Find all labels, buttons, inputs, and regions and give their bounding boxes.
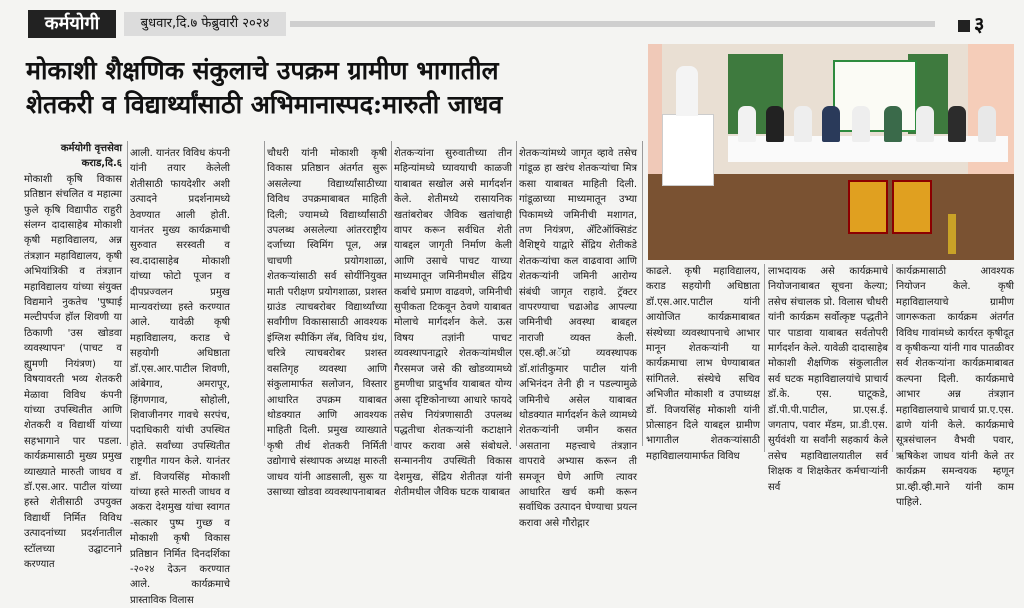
column-text: शेतकऱ्यांमध्ये जागृत व्हावे तसेच गांडूळ हा खरंच शेतकऱ्यांचा मित्र कसा याबाबत माहिती दिली. गांडूळाच्या माध्यमातून उभ्या पिकामध्ये जमिनीची मशागत, तण नियंत्रण, ॲटिऑक्सिडंट वैशिष्ट्ये याद्वारे सेंद्रिय शेतीकडे शेतकऱ्यांचा कल वाढवावा आणि शेतकऱ्यांनी जमिनी आरोग्य संबंधी जागृत राहावे. ट्रॅक्टर वापरण्याचा चढाओढ आपल्या जमिनीची अवस्था बाबद्दल नाराजी व्यक्त केली. एस.व्ही.अॅग्रो व्यवस्थापक डॉ.शांतीकुमार पाटील यांनी अभिनंदन तेनी ही न पडल्यामुळे जमिनीचे असेल याबाबत थोडक्यात मार्गदर्शन केले व्यामध्ये शेतकऱ्यांनी जमीन कसत असताना महत्त्वाचे तंत्रज्ञान वापरावे अभ्यास करून ती समजून घेणे आणि त्यावर आधारित खर्च कमी करून सर्वाधिक उत्पादन घेण्याचा प्रयत्न करावा असे गौरोद्गार	[519, 148, 637, 529]
event-photo	[648, 44, 1014, 260]
photo-stage	[648, 174, 1014, 260]
dateline: बुधवार,दि.७ फेब्रुवारी २०२४	[124, 12, 286, 36]
column-divider	[516, 141, 517, 446]
headline-line-2: शेतकरी व विद्यार्थ्यांसाठी अभिमानास्पद:मारुती जाधव	[26, 90, 503, 119]
page-number-text: ३	[974, 12, 985, 36]
photo-person	[916, 106, 934, 142]
headline-line-1: मोकाशी शैक्षणिक संकुलाचे उपक्रम ग्रामीण भागातील	[26, 56, 499, 85]
column-text: कार्यक्रमासाठी आवश्यक नियोजन केले. कृषी महाविद्यालयाचे ग्रामीण जागरूकता कार्यक्रम अंतर्गत विविध गावांमध्ये कार्यरत कृषीदूत व कृषीकन्या यांनी गाव पातळीवर सर्व शेतकऱ्यांना कार्यक्रमाबाबत कल्पना दिली. कार्यक्रमाचे आभार अन्न तंत्रज्ञान महाविद्यालयाचे प्राचार्य प्रा.ए.एस. ढाणे यांनी केले. कार्यक्रमाचे सूत्रसंचालन वैभवी पवार, ऋषिकेश जाधव यांनी केले तर कार्यक्रम समन्वयक म्हणून प्रा.व्ही.व्ही.माने यांनी काम पाहिले.	[896, 266, 1014, 509]
article-column-1	[24, 141, 122, 570]
column-text: मोकाशी कृषि विकास प्रतिष्ठान संचलित व महात्मा फुले कृषि विद्यापीठ राहुरी संलग्न दादासाहेब मोकाशी कृषी महाविद्यालय, अन्न तंत्रज्ञान महाविद्यालय, कृषी अभियांत्रिकी व तंत्रज्ञान महाविद्यालय यांच्या संयुक्त विद्यमाने नुकतेच 'पुष्पाई मल्टीपर्पज हॉल शिवणी या ठिकाणी 'उस खोडवा व्यवस्थापन' (पाचट व ह्युमणी नियंत्रण) या विषयावरती भव्य शेतकरी मेळावा विविध कंपनी यांच्या उपस्थितीत आणि शेतकरी व विद्यार्थी यांच्या सहभागाने पार पडला. कार्यक्रमासाठी मुख्य प्रमुख व्याख्याते मारुती जाधव व डॉ.एस.आर. पाटील यांच्या हस्ते शेतीसाठी उपयुक्त विद्यार्थी निर्मित विविध उत्पादनांच्या प्रदर्शनातील स्टॉलच्या उद्घाटनाने करण्यात	[24, 173, 122, 570]
newspaper-logo: कर्मयोगी	[28, 10, 116, 38]
article-column-6	[646, 264, 760, 462]
article-headline	[26, 54, 626, 122]
photo-person	[948, 106, 966, 142]
photo-person	[852, 106, 870, 142]
column-text: लाभदायक असे कार्यक्रमाचे नियोजनाबाबत सूचना केल्या; तसेच संचालक प्रो. विलास चौधरी यांनी कार्यक्रम सर्वोत्कृष्ट पद्धतीने पार पाडावा याबाबत सर्वतोपरी मार्गदर्शन केले. यावेळी दादासाहेब मोकाशी शैक्षणिक संकुलातील सर्व घटक महाविद्यालयांचे प्राचार्य डॉ.के. एस. घाटूकडे, डॉ.पी.पी.पाटील, प्रा.एस.ई. जगताप, पवार मॅडम, प्रा.डी.एस. सुर्यवंशी या सर्वांनी सहकार्य केले तसेच महाविद्यालयातील सर्व शिक्षक व शिक्षकेतर कर्मचाऱ्यांनी सर्व	[768, 266, 888, 493]
article-column-3	[267, 146, 387, 498]
photo-person	[766, 106, 784, 142]
photo-speaker	[676, 66, 698, 116]
photo-curtain	[648, 44, 662, 174]
column-text: चौधरी यांनी मोकाशी कृषी विकास प्रतिष्ठान अंतर्गत सुरू असलेल्या विद्यार्थ्यांसाठीच्या विविध उपक्रमाबाबत माहिती दिली; ज्यामध्ये विद्यार्थ्यांसाठी उपलब्ध असलेल्या आंतरराष्ट्रीय दर्जाच्या स्विमिंग पूल, अन्न चाचणी प्रयोगशाळा, शेतकऱ्यांसाठी सर्व सोयींनियुक्त माती परीक्षण प्रयोगशाळा, प्रशस्त ग्राउंड त्याचबरोबर विद्यार्थ्यांच्या सर्वांगीण विकासासाठी आवश्यक इंग्लिश स्पीकिंग लॅब, विविध ग्रंथ, चरित्रे त्याचबरोबर प्रशस्त वसतिगृह व्यवस्था आणि संकुलामार्फत सलोजन, विस्तार आधारित उपक्रम याबाबत थोडक्यात आणि आवश्यक माहिती दिली. प्रमुख व्याख्याते कृषी तीर्थ शेतकरी निर्मिती उद्योगाचे संस्थापक अध्यक्ष मारुती जाधव यांनी आडसाली, सुरू या उसाच्या खोडवा व्यवस्थापनाबाबत	[267, 148, 387, 498]
masthead-rule	[290, 21, 935, 27]
masthead	[0, 0, 1024, 42]
photo-person	[822, 106, 840, 142]
column-divider	[264, 141, 265, 446]
photo-lamp	[948, 214, 956, 254]
photo-portrait-frame	[848, 180, 888, 234]
photo-person	[978, 106, 996, 142]
column-divider	[764, 264, 765, 452]
article-column-8	[896, 264, 1014, 509]
column-text: आली. यानंतर विविध कंपनी यांनी तयार केलेली शेतीसाठी फायदेशीर अशी उत्पादने प्रदर्शनामध्ये ठेवण्यात आली होती. यानंतर मुख्य कार्यक्रमाची सुरुवात सरस्वती व स्व.दादासाहेब मोकाशी यांच्या फोटो पूजन व दीपप्रज्वलन प्रमुख मान्यवरांच्या हस्ते करण्यात आले. यावेळी कृषी महाविद्यालय, कराड चे सहयोगी अधिष्ठाता डॉ.एस.आर.पाटील शिवणी, आंबेगाव, अमरापूर, हिंगणगाव, सोहोली, शिवाजीनगर गावचे सरपंच, पदाधिकारी यांची उपस्थित होते. सर्वांच्या उपस्थितीत राष्ट्रगीत गायन केले. यानंतर डॉ. विजयसिंह मोकाशी यांच्या हस्ते मारुती जाधव व अकरा देशमुख यांचा स्वागत -सत्कार पुष्प गुच्छ व मोकाशी कृषी विकास प्रतिष्ठान निर्मित दिनदर्शिका -२०२४ देऊन करण्यात आले. कार्यक्रमाचे प्रास्ताविक विलास	[130, 148, 230, 606]
photo-portrait-frame	[892, 180, 932, 234]
square-icon	[958, 20, 970, 32]
article-column-2	[130, 146, 230, 606]
column-divider	[391, 141, 392, 446]
article-column-5	[519, 146, 637, 529]
column-text: काढले. कृषी महाविद्यालय, कराड सहयोगी अधिष्ठाता डॉ.एस.आर.पाटील यांनी आयोजित कार्यक्रमाबाबत संस्थेच्या व्यवस्थापनाचे आभार मानून शेतकऱ्यांनी या कार्यक्रमाचा लाभ घेण्याबाबत सांगितले. संस्थेचे सचिव अभिजीत मोकाशी व उपाध्यक्ष डॉ. विजयसिंह मोकाशी यांनी प्रोत्साहन दिले याबद्दल ग्रामीण भागातील शेतकऱ्यांसाठी महाविद्यालयामार्फत विविध	[646, 266, 760, 462]
column-divider	[642, 141, 643, 446]
photo-podium	[662, 114, 714, 186]
column-divider	[892, 264, 893, 452]
photo-person	[738, 106, 756, 142]
column-divider	[127, 141, 128, 446]
byline: कर्मयोगी वृत्तसेवा	[60, 143, 122, 154]
photo-banner	[833, 60, 917, 132]
dateline-place: कराड,दि.६	[81, 158, 122, 170]
page-number	[958, 10, 984, 37]
column-text: शेतकऱ्यांना सुरुवातीच्या तीन महिन्यांमध्ये घ्यावयाची काळजी याबाबत सखोल असे मार्गदर्शन केले. शेतीमध्ये रासायनिक खतांबरोबर जैविक खतांचाही वापर करून सर्वधित शेती याबद्दल जागृती निर्माण केली आणि उसाचे पाचट याच्या माध्यमातून जमिनीमधील सेंद्रिय कर्बाचे प्रमाण वाढवणे, जमिनीची सुपीकता टिकवून ठेवणे याबाबत मोलाचे मार्गदर्शन केले. ऊस विषय तज्ञांनी पाचट व्यवस्थापनाद्वारे शेतकऱ्यांमधील गैरसमज जसे की खोडव्यामध्ये हुमणीचा प्रादुर्भाव याबाबत योग्य असा दृष्टिकोनाच्या आधारे फायदे तसेच नियंत्रणासाठी उपलब्ध पद्धतीचा शेतकऱ्यांनी कटाक्षाने वापर करावा असे संबोधले. सन्माननीय उपस्थिती विकास देशमुख, सेंद्रिय शेतीतज्ञ यांनी शेतीमधील जैविक घटक याबाबत	[394, 148, 512, 498]
article-column-4	[394, 146, 512, 498]
photo-person	[794, 106, 812, 142]
article-column-7	[768, 264, 888, 493]
photo-person	[884, 106, 902, 142]
